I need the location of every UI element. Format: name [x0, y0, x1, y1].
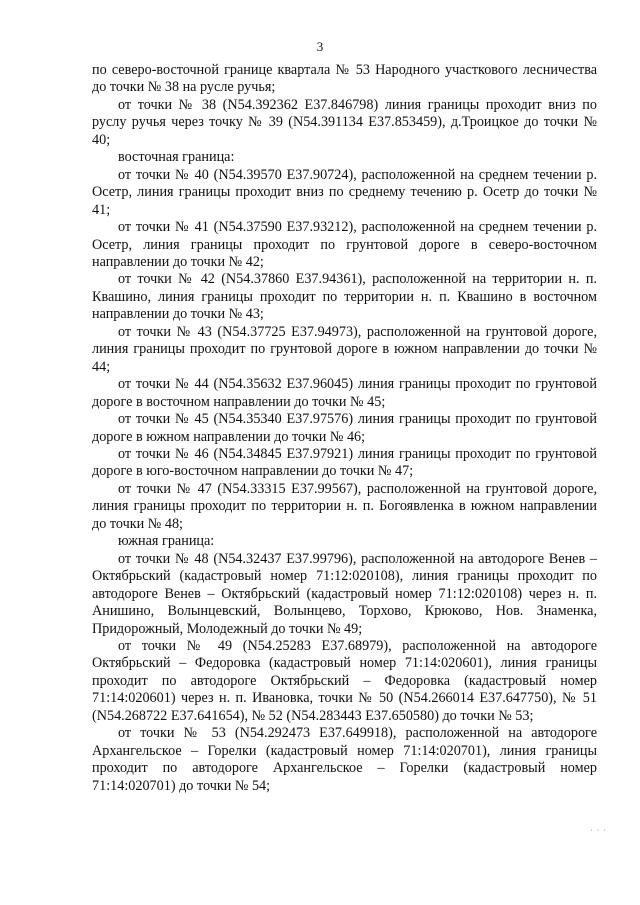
paragraph: от точки № 40 (N54.39570 E37.90724), расположенной на среднем течении р. Осетр, линия границы проходит вниз по среднему течению р. Осетр до точки № 41;	[92, 166, 597, 218]
paragraph: по северо-восточной границе квартала № 53 Народного участкового лесничества до точки № 38 на русле ручья;	[92, 62, 597, 96]
paragraph: от точки № 49 (N54.25283 E37.68979), расположенной на автодороге Октябрьский – Федоровка (кадастровый номер 71:14:020601), линия границы проходит по автодороге Октябрьский – Федоровка (кадастровый номер 71:14:020601) через н. п. Ивановка, точки № 50 (N54.266014 E37.647750), № 51 (N54.268722 E37.641654), № 52 (N54.283443 E37.650580) до точки № 53;	[92, 637, 597, 724]
paragraph: от точки № 48 (N54.32437 E37.99796), расположенной на автодороге Венев – Октябрьский (кадастровый номер 71:12:020108), линия границы проходит по автодороге Венев – Октябрьский (кадастровый номер 71:12:020108) через н. п. Анишино, Волынцевский, Волынцево, Торхово, Крюково, Нов. Знаменка, Придорожный, Молодежный до точки № 49;	[92, 550, 597, 637]
section-heading-south: южная граница:	[118, 533, 215, 550]
paragraph: от точки № 45 (N54.35340 E37.97576) линия границы проходит по грунтовой дороге в южном направлении до точки № 46;	[92, 411, 597, 445]
paragraph: от точки № 47 (N54.33315 E37.99567), расположенной на грунтовой дороге, линия границы проходит по территории н. п. Богоявленка в южном направлении до точки № 48;	[92, 480, 597, 532]
paragraph: от точки № 38 (N54.392362 E37.846798) линия границы проходит вниз по руслу ручья через точку № 39 (N54.391134 E37.853459), д.Троицкое до точки № 40;	[92, 96, 597, 148]
paragraph: от точки № 46 (N54.34845 E37.97921) линия границы проходит по грунтовой дороге в юго-восточном направлении до точки № 47;	[92, 445, 597, 480]
paragraph: от точки № 41 (N54.37590 E37.93212), расположенной на среднем течении р. Осетр, линия границы проходит по грунтовой дороге в северо-восточном направлении до точки № 42;	[92, 219, 597, 270]
document-body	[92, 62, 597, 795]
paragraph: от точки № 53 (N54.292473 E37.649918), расположенной на автодороге Архангельское – Горелки (кадастровый номер 71:14:020701), линия границы проходит по автодороге Архангельское – Горелки (кадастровый номер 71:14:020701) до точки № 54;	[92, 725, 597, 794]
section-heading-east: восточная граница:	[118, 149, 235, 166]
page-number: 3	[316, 39, 324, 54]
paragraph: от точки № 42 (N54.37860 E37.94361), расположенной на территории н. п. Квашино, линия границы проходит по территории н. п. Квашино в восточном направлении до точки № 43;	[92, 271, 597, 323]
paragraph: от точки № 44 (N54.35632 E37.96045) линия границы проходит по грунтовой дороге в восточном направлении до точки № 45;	[92, 376, 597, 410]
scan-artifact-mark: · · ·	[590, 826, 607, 835]
paragraph: от точки № 43 (N54.37725 E37.94973), расположенной на грунтовой дороге, линия границы проходит по грунтовой дороге в южном направлении до точки № 44;	[92, 323, 597, 375]
